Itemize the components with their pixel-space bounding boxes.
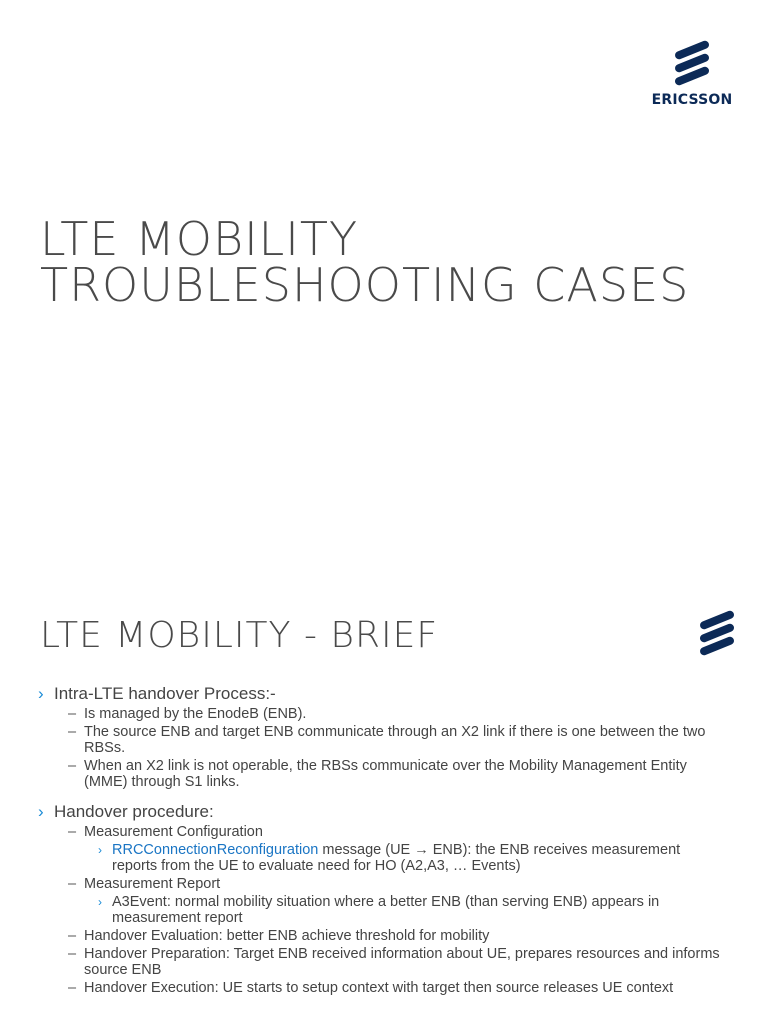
chevron-right-icon: › bbox=[98, 843, 102, 857]
dash-icon: – bbox=[68, 980, 77, 996]
bullet-text: Intra-LTE handover Process:- bbox=[54, 684, 276, 703]
content-slide bbox=[0, 580, 768, 1024]
ericsson-logo-icon bbox=[672, 36, 712, 86]
chevron-right-icon: › bbox=[98, 895, 102, 909]
presentation-title bbox=[40, 212, 740, 312]
dash-icon: – bbox=[68, 706, 77, 722]
list-item bbox=[38, 684, 728, 790]
list-item bbox=[38, 802, 728, 996]
list-item bbox=[68, 758, 728, 790]
title-line-2: TROUBLESHOOTING CASES bbox=[40, 258, 690, 312]
dash-icon: – bbox=[68, 876, 77, 892]
sub-bullet-text: The source ENB and target ENB communicate through an X2 link if there is one between the two RBSs. bbox=[84, 724, 706, 756]
sub-sub-bullet-list bbox=[68, 894, 728, 926]
list-item bbox=[98, 894, 728, 926]
sub-bullet-text: Handover Preparation: Target ENB received information about UE, prepares resources and informs source ENB bbox=[84, 946, 720, 978]
sub-bullet-text: Handover Evaluation: better ENB achieve threshold for mobility bbox=[84, 928, 490, 944]
list-item bbox=[68, 706, 728, 722]
ericsson-logo bbox=[648, 36, 736, 108]
slide-title: LTE MOBILITY - BRIEF bbox=[40, 615, 439, 656]
chevron-right-icon: › bbox=[38, 802, 44, 821]
ericsson-logo-small bbox=[692, 605, 742, 657]
list-item bbox=[68, 928, 728, 944]
chevron-right-icon: › bbox=[38, 684, 44, 703]
sub-bullet-text: Is managed by the EnodeB (ENB). bbox=[84, 706, 307, 722]
bullet-list bbox=[38, 684, 728, 996]
sub-bullet-text: Handover Execution: UE starts to setup context with target then source releases UE context bbox=[84, 980, 674, 996]
dash-icon: – bbox=[68, 946, 77, 962]
dash-icon: – bbox=[68, 758, 77, 774]
dash-icon: – bbox=[68, 824, 77, 840]
dash-icon: – bbox=[68, 928, 77, 944]
list-item bbox=[68, 980, 728, 996]
sub-bullet-text: Measurement Report bbox=[84, 876, 221, 892]
ericsson-wordmark: ERICSSON bbox=[651, 92, 733, 108]
rrc-message-link[interactable]: RRCConnectionReconfiguration bbox=[112, 842, 319, 858]
list-item bbox=[68, 946, 728, 978]
ericsson-logo-icon bbox=[697, 605, 737, 657]
sub-bullet-text: Measurement Configuration bbox=[84, 824, 263, 840]
bullet-content bbox=[38, 684, 728, 1008]
sub-bullet-text: When an X2 link is not operable, the RBSs communicate over the Mobility Management Entity (MME) through S1 links. bbox=[84, 758, 687, 790]
title-line-1: LTE MOBILITY bbox=[40, 212, 359, 266]
dash-icon: – bbox=[68, 724, 77, 740]
sub-bullet-list bbox=[38, 824, 728, 996]
sub-sub-bullet-text: A3Event: normal mobility situation where a better ENB (than serving ENB) appears in measurement report bbox=[112, 894, 660, 926]
bullet-text: Handover procedure: bbox=[54, 802, 214, 821]
list-item bbox=[68, 876, 728, 926]
sub-sub-bullet-list bbox=[68, 842, 728, 874]
list-item bbox=[68, 724, 728, 756]
list-item bbox=[98, 842, 728, 874]
list-item bbox=[68, 824, 728, 874]
sub-sub-bullet-text: RRCConnectionReconfiguration message (UE → ENB): the ENB receives measurement reports from the UE to evaluate need for HO (A2,A3, … Events) bbox=[112, 842, 681, 874]
sub-bullet-list bbox=[38, 706, 728, 790]
